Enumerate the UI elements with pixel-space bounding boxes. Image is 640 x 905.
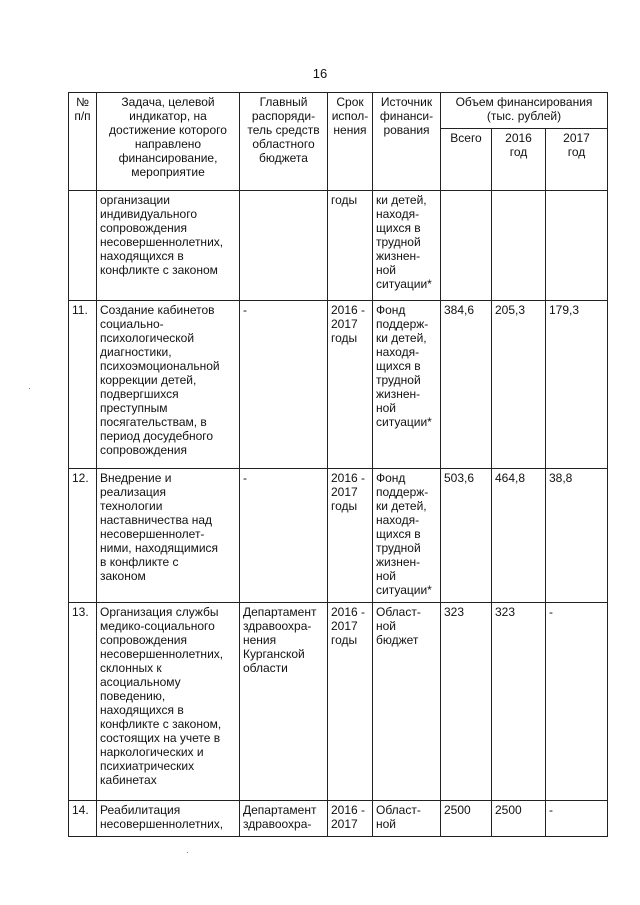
row-task: Внедрение и реализация технологии наставничества над несовершеннолет- ними, находящимися в конфликте с законом xyxy=(97,469,240,603)
row-manager xyxy=(240,191,328,301)
row-total: 503,6 xyxy=(441,469,492,603)
header-total: Всего xyxy=(441,129,492,191)
table-row xyxy=(69,301,608,469)
row-num xyxy=(69,191,97,301)
row-source: Фонд поддерж- ки детей, находя- щихся в трудной жизнен- ной ситуации* xyxy=(373,301,441,469)
table-row xyxy=(69,469,608,603)
scan-speck: · xyxy=(186,848,189,857)
row-task: Реабилитация несовершеннолетних, xyxy=(97,801,240,837)
row-term: 2016 - 2017 годы xyxy=(328,603,373,801)
row-source: Фонд поддерж- ки детей, находя- щихся в трудной жизнен- ной ситуации* xyxy=(373,469,441,603)
row-2016: 464,8 xyxy=(492,469,546,603)
row-num: 14. xyxy=(69,801,97,837)
header-manager: Главный распоряди- тель средств областного бюджета xyxy=(240,93,328,191)
row-task: Создание кабинетов социально- психологической диагностики, психоэмоциональной коррекции детей, подвергшихся преступным посягательствам, в период досудебного сопровождения xyxy=(97,301,240,469)
row-2017 xyxy=(546,191,608,301)
row-num: 11. xyxy=(69,301,97,469)
row-2017: 38,8 xyxy=(546,469,608,603)
table-row xyxy=(69,603,608,801)
row-2017: - xyxy=(546,603,608,801)
header-term: Срок испол- нения xyxy=(328,93,373,191)
row-2017: - xyxy=(546,801,608,837)
table-row xyxy=(69,801,608,837)
row-2016 xyxy=(492,191,546,301)
row-total: 384,6 xyxy=(441,301,492,469)
row-manager: - xyxy=(240,301,328,469)
row-2017: 179,3 xyxy=(546,301,608,469)
row-manager: Департамент здравоохра- нения Курганской области xyxy=(240,603,328,801)
row-total: 2500 xyxy=(441,801,492,837)
header-2017: 2017 год xyxy=(546,129,608,191)
row-term: годы xyxy=(328,191,373,301)
row-2016: 2500 xyxy=(492,801,546,837)
header-source: Источник финанси- рования xyxy=(373,93,441,191)
header-funding: Объем финансирования (тыс. рублей) xyxy=(441,93,608,129)
row-num: 12. xyxy=(69,469,97,603)
row-num: 13. xyxy=(69,603,97,801)
table-row xyxy=(69,191,608,301)
row-2016: 323 xyxy=(492,603,546,801)
header-2016: 2016 год xyxy=(492,129,546,191)
row-source: Област- ной бюджет xyxy=(373,603,441,801)
row-term: 2016 - 2017 xyxy=(328,801,373,837)
funding-table xyxy=(68,92,608,837)
row-term: 2016 - 2017 годы xyxy=(328,301,373,469)
header-task: Задача, целевой индикатор, на достижение которого направлено финансирование, мероприятие xyxy=(97,93,240,191)
page-number: 16 xyxy=(312,66,328,81)
row-task: Организация службы медико-социального сопровождения несовершеннолетних, склонных к асоциальному поведению, находящихся в конфликте с законом, состоящих на учете в наркологических и психиатрических кабинетах xyxy=(97,603,240,801)
row-source: ки детей, находя- щихся в трудной жизнен- ной ситуации* xyxy=(373,191,441,301)
row-total xyxy=(441,191,492,301)
row-task: организации индивидуального сопровождения несовершеннолетних, находящихся в конфликте с законом xyxy=(97,191,240,301)
row-manager: - xyxy=(240,469,328,603)
scan-speck: · xyxy=(28,384,31,393)
row-total: 323 xyxy=(441,603,492,801)
row-source: Област- ной xyxy=(373,801,441,837)
header-num: № п/п xyxy=(69,93,97,191)
row-term: 2016 - 2017 годы xyxy=(328,469,373,603)
row-manager: Департамент здравоохра- xyxy=(240,801,328,837)
header-row-1 xyxy=(69,93,608,129)
row-2016: 205,3 xyxy=(492,301,546,469)
